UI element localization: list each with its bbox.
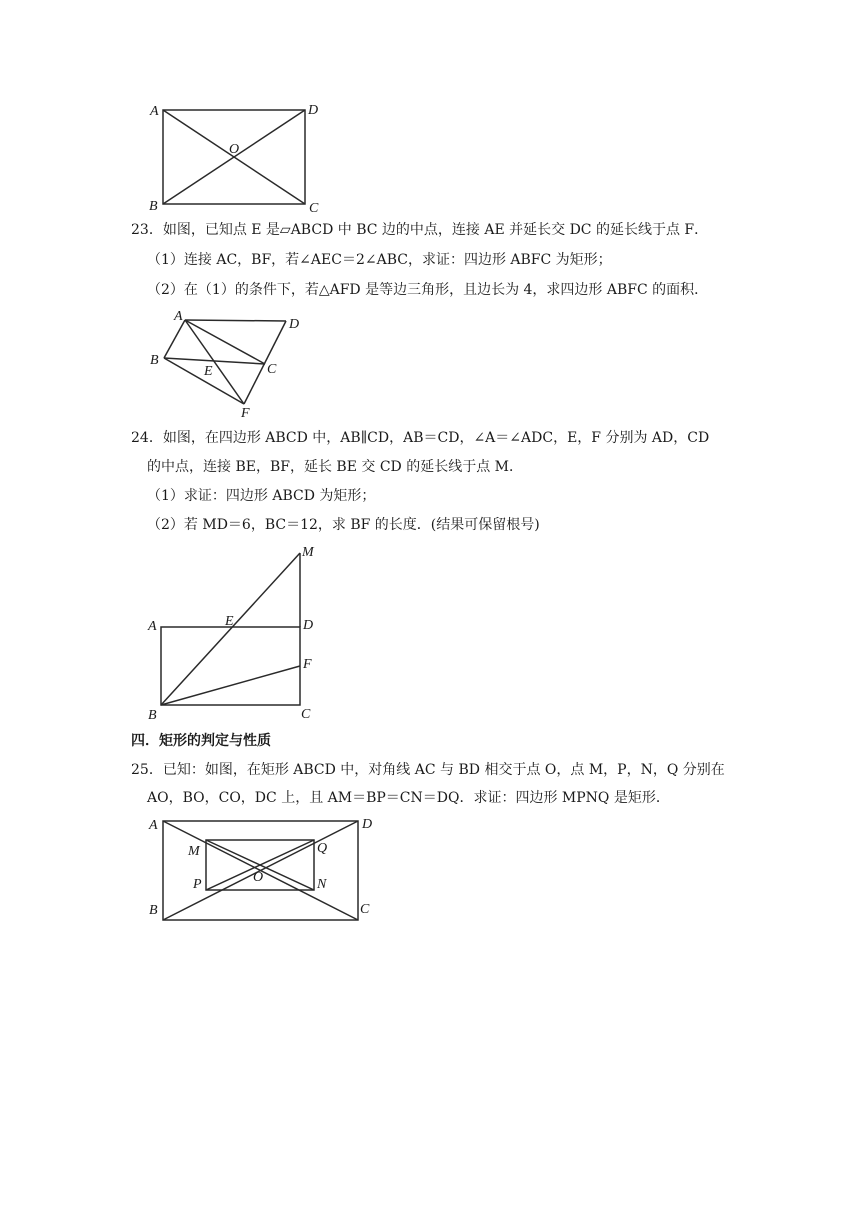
figure-q24-svg <box>0 540 860 730</box>
segment-bm <box>161 553 300 705</box>
rect-abcd <box>161 627 300 705</box>
label-d: D <box>362 817 373 832</box>
q23-part2: （2）在（1）的条件下，若△AFD 是等边三角形，且边长为 4，求四边形 ABFC 的面积． <box>147 282 709 298</box>
label-f: F <box>241 406 250 421</box>
label-b: B <box>148 708 157 723</box>
section-title: 四．矩形的判定与性质 <box>131 733 271 749</box>
label-d: D <box>289 317 300 332</box>
label-d: D <box>303 618 314 633</box>
segment-ad <box>185 320 286 321</box>
label-c: C <box>360 902 370 917</box>
label-a: A <box>150 104 159 119</box>
label-c: C <box>301 707 311 722</box>
label-e: E <box>225 614 234 629</box>
label-m: M <box>302 545 314 560</box>
q24-part1: （1）求证：四边形 ABCD 为矩形； <box>147 488 376 504</box>
figure-q25 <box>0 810 860 920</box>
label-q: Q <box>317 841 328 856</box>
q25-stem-line1: 25．已知：如图，在矩形 ABCD 中，对角线 AC 与 BD 相交于点 O，点 M，P，N，Q 分别在 <box>131 762 725 778</box>
label-c: C <box>267 362 277 377</box>
label-a: A <box>149 818 158 833</box>
label-o: O <box>229 142 240 157</box>
label-e: E <box>204 364 213 379</box>
label-c: C <box>309 201 319 216</box>
label-p: P <box>193 877 202 892</box>
label-b: B <box>150 353 159 368</box>
q25-stem-line2: AO，BO，CO，DC 上，且 AM＝BP＝CN＝DQ．求证：四边形 MPNQ 是矩形． <box>147 790 670 806</box>
q23-part1: （1）连接 AC，BF，若∠AEC＝2∠ABC，求证：四边形 ABFC 为矩形； <box>147 252 612 268</box>
q24-part2: （2）若 MD＝6，BC＝12，求 BF 的长度．(结果可保留根号) <box>147 517 540 533</box>
segment-ab <box>164 320 185 358</box>
q24-stem-line1: 24．如图，在四边形 ABCD 中，AB∥CD，AB＝CD，∠A＝∠ADC，E，F 分别为 AD，CD <box>131 430 710 446</box>
label-n: N <box>317 877 327 892</box>
label-f: F <box>303 657 312 672</box>
figure-q22-svg <box>0 0 860 220</box>
label-o: O <box>253 870 264 885</box>
label-m: M <box>188 844 200 859</box>
segment-ac <box>185 320 265 364</box>
figure-q22 <box>0 0 860 220</box>
figure-q23 <box>0 300 860 420</box>
figure-q24 <box>0 540 860 730</box>
figure-q23-svg <box>0 300 860 420</box>
q24-stem-line2: 的中点，连接 BE，BF，延长 BE 交 CD 的延长线于点 M． <box>147 459 523 475</box>
segment-bf <box>161 666 300 705</box>
q23-stem: 23．如图，已知点 E 是▱ABCD 中 BC 边的中点，连接 AE 并延长交 DC 的延长线于点 F． <box>131 222 709 238</box>
label-d: D <box>308 103 319 118</box>
label-a: A <box>174 309 183 324</box>
label-b: B <box>149 199 158 214</box>
label-b: B <box>149 903 158 918</box>
figure-q25-svg <box>0 810 860 920</box>
label-a: A <box>148 619 157 634</box>
